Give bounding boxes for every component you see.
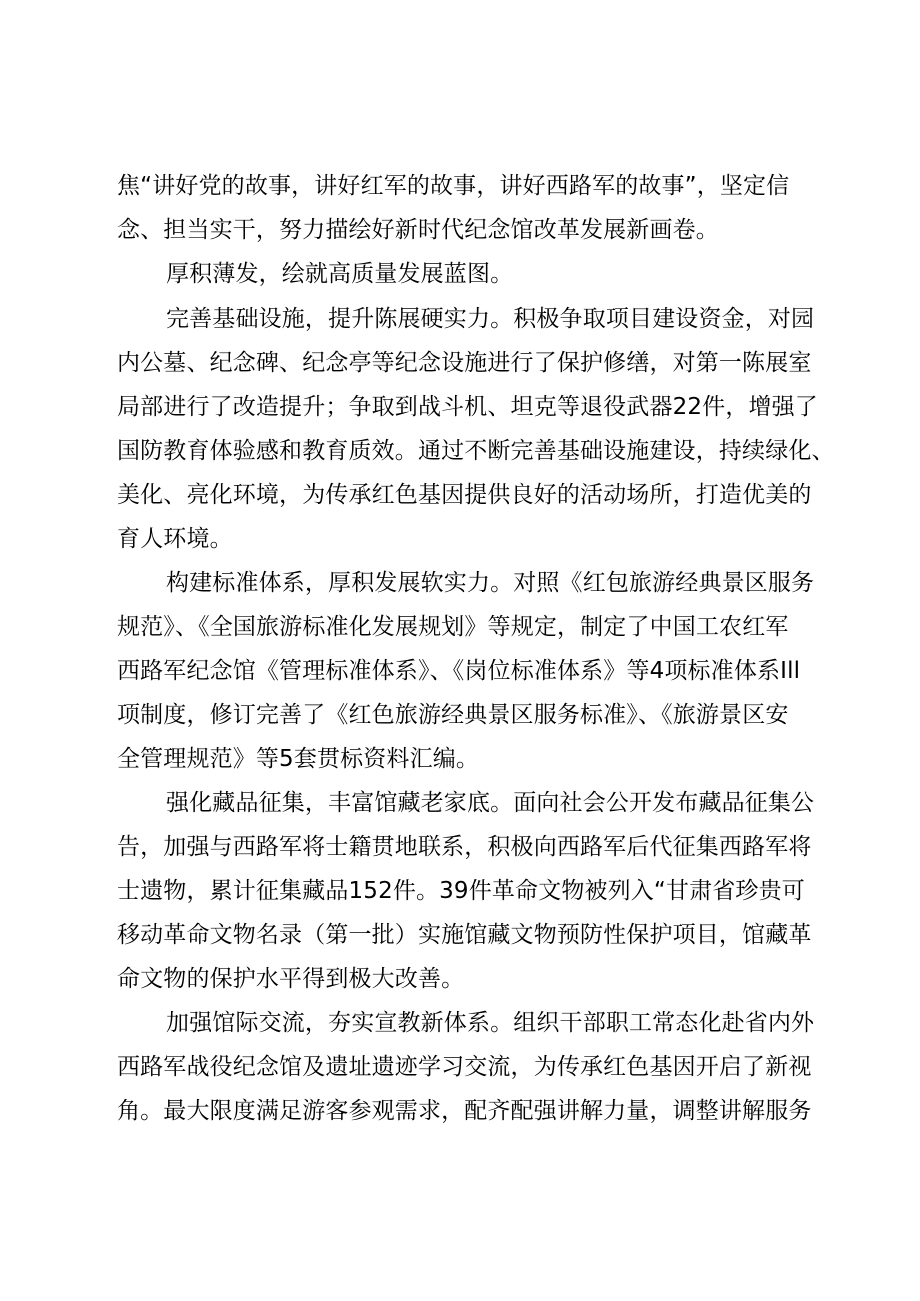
text-line: 士遗物，累计征集藏品152件。39件革命文物被列入“甘肃省珍贵可 — [117, 878, 805, 904]
paragraph-start-line: 完善基础设施，提升陈展硬实力。积极争取项目建设资金，对园 — [166, 306, 815, 332]
text-line: 告，加强与西路军将士籍贯地联系，积极向西路军后代征集西路军将 — [117, 834, 812, 860]
text-line: 国防教育体验感和教育质效。通过不断完善基础设施建设，持续绿化、 — [117, 438, 835, 464]
text-line: 全管理规范》等5套贯标资料汇编。 — [117, 746, 480, 772]
text-line: 西路军战役纪念馆及遗址遗迹学习交流，为传承红色基因开启了新视 — [117, 1054, 812, 1080]
paragraph-start-line: 加强馆际交流，夯实宣教新体系。组织干部职工常态化赴省内外 — [166, 1010, 815, 1036]
text-line: 内公墓、纪念碑、纪念亭等纪念设施进行了保护修缮，对第一陈展室 — [117, 350, 812, 376]
paragraph-start-line: 构建标准体系，厚积发展软实力。对照《红包旅游经典景区服务 — [166, 570, 815, 596]
text-line: 规范》、《全国旅游标准化发展规划》等规定，制定了中国工农红军 — [117, 614, 789, 640]
text-line: 育人环境。 — [117, 526, 233, 552]
text-line: 命文物的保护水平得到极大改善。 — [117, 966, 465, 992]
text-line: 项制度，修订完善了《红色旅游经典景区服务标准》、《旅游景区安 — [117, 702, 789, 728]
text-line: 焦“讲好党的故事，讲好红军的故事，讲好西路军的故事”，坚定信 — [117, 173, 790, 199]
section-heading: 厚积薄发，绘就高质量发展蓝图。 — [166, 261, 514, 287]
text-line: 美化、亮化环境，为传承红色基因提供良好的活动场所，打造优美的 — [117, 482, 812, 508]
text-line: 局部进行了改造提升；争取到战斗机、坦克等退役武器22件，增强了 — [117, 394, 818, 420]
text-line: 移动革命文物名录（第一批）实施馆藏文物预防性保护项目，馆藏革 — [117, 922, 812, 948]
paragraph-start-line: 强化藏品征集，丰富馆藏老家底。面向社会公开发布藏品征集公 — [166, 790, 815, 816]
text-line: 西路军纪念馆《管理标准体系》、《岗位标准体系》等4项标准体系Ill — [117, 658, 801, 684]
text-line: 念、担当实干，努力描绘好新时代纪念馆改革发展新画卷。 — [117, 217, 719, 243]
text-line: 角。最大限度满足游客参观需求，配齐配强讲解力量，调整讲解服务 — [117, 1098, 812, 1124]
